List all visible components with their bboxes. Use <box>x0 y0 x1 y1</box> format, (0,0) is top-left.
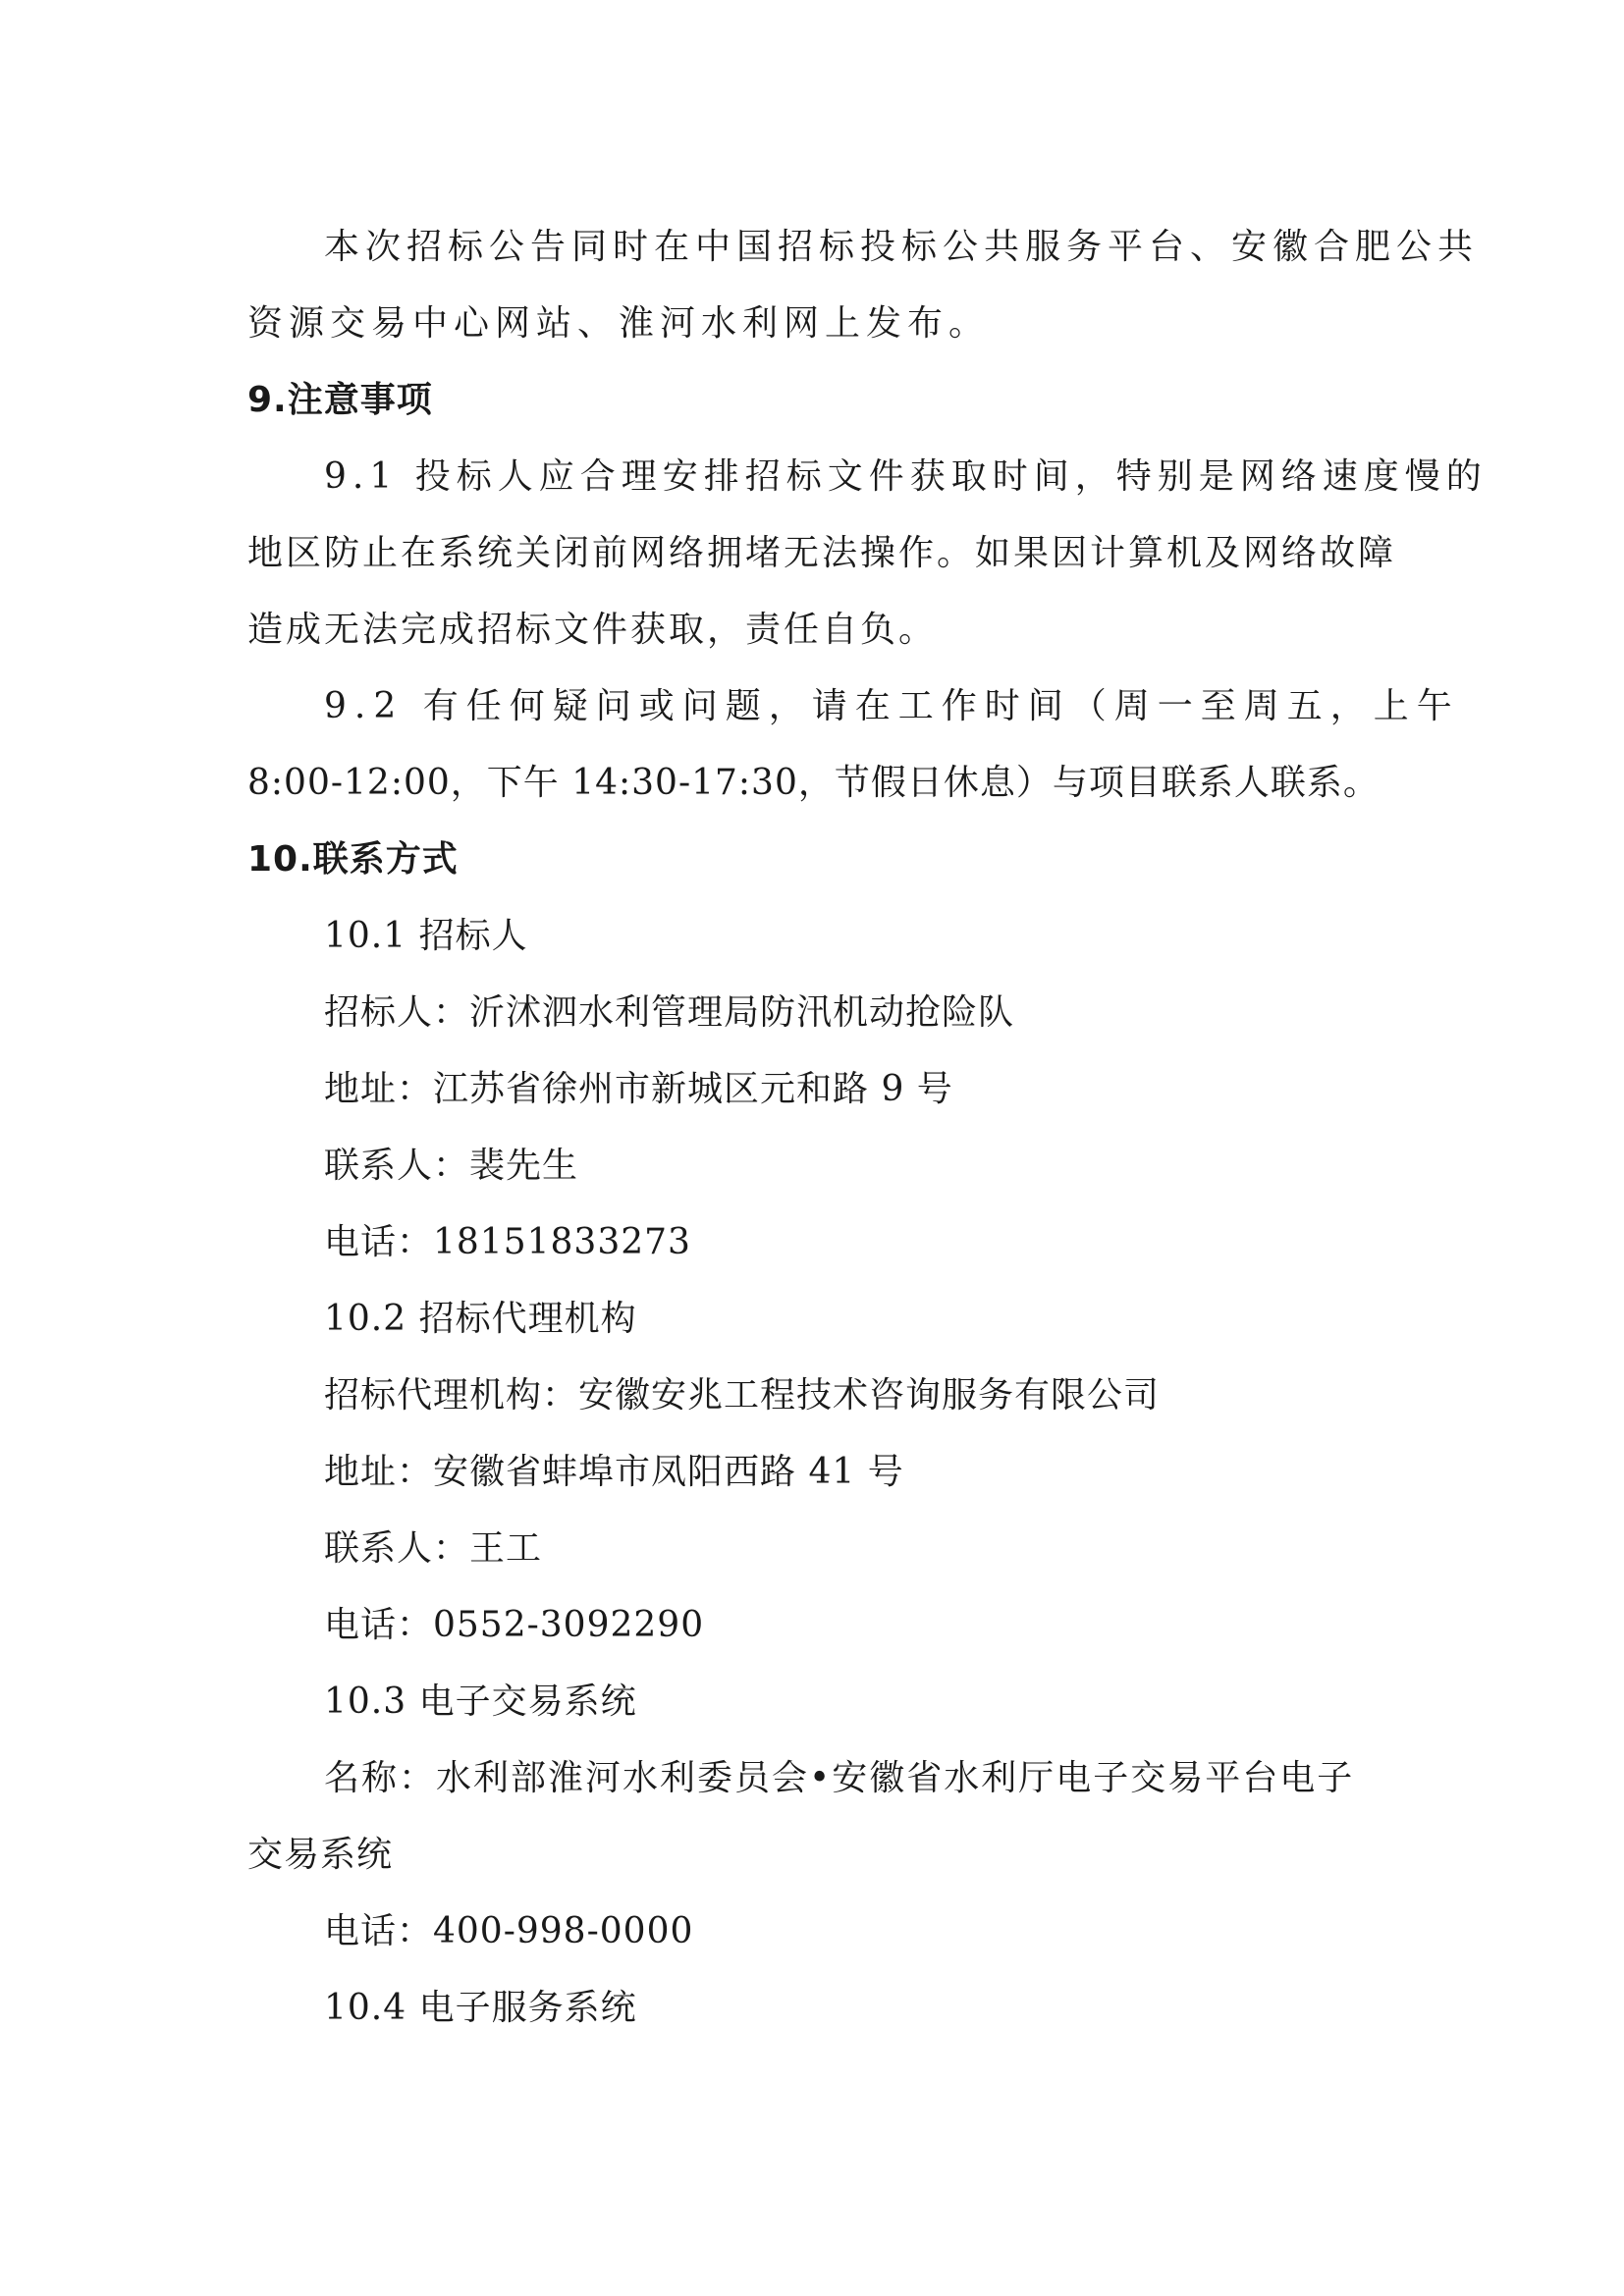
bidder-phone: 电话：18151833273 <box>324 1222 691 1262</box>
trading-system-phone: 电话：400-998-0000 <box>324 1911 694 1951</box>
paragraph-9-2-line-1: 9.2 有任何疑问或问题，请在工作时间（周一至周五，上午 <box>324 686 1460 726</box>
section-10-heading: 10.联系方式 <box>247 839 459 880</box>
trading-system-name-line-2: 交易系统 <box>247 1835 394 1875</box>
agency-contact: 联系人：王工 <box>324 1528 543 1569</box>
section-10-3-title: 10.3 电子交易系统 <box>324 1682 637 1722</box>
paragraph-9-1-line-2: 地区防止在系统关闭前网络拥堵无法操作。如果因计算机及网络故障 <box>247 533 1397 573</box>
agency-address: 地址：安徽省蚌埠市凤阳西路 41 号 <box>324 1452 904 1492</box>
paragraph-9-2-line-2: 8:00-12:00，下午 14:30-17:30，节假日休息）与项目联系人联系。 <box>247 763 1380 803</box>
section-10-4-title: 10.4 电子服务系统 <box>324 1988 637 2028</box>
notice-paragraph-line-1: 本次招标公告同时在中国招标投标公共服务平台、安徽合肥公共 <box>324 227 1480 267</box>
bidder-name: 招标人：沂沭泗水利管理局防汛机动抢险队 <box>324 992 1015 1033</box>
section-10-2-title: 10.2 招标代理机构 <box>324 1299 637 1339</box>
agency-name: 招标代理机构：安徽安兆工程技术咨询服务有限公司 <box>324 1375 1161 1415</box>
section-9-heading: 9.注意事项 <box>247 380 433 420</box>
notice-paragraph-line-2: 资源交易中心网站、淮河水利网上发布。 <box>247 303 991 344</box>
bidder-contact: 联系人：裴先生 <box>324 1146 579 1186</box>
section-10-1-title: 10.1 招标人 <box>324 916 528 956</box>
paragraph-9-1-line-1: 9.1 投标人应合理安排招标文件获取时间，特别是网络速度慢的 <box>324 456 1488 497</box>
agency-phone: 电话：0552-3092290 <box>324 1605 705 1645</box>
paragraph-9-1-line-3: 造成无法完成招标文件获取，责任自负。 <box>247 610 938 650</box>
trading-system-name-line-1: 名称：水利部淮河水利委员会•安徽省水利厅电子交易平台电子 <box>324 1758 1355 1798</box>
bidder-address: 地址：江苏省徐州市新城区元和路 9 号 <box>324 1069 953 1109</box>
